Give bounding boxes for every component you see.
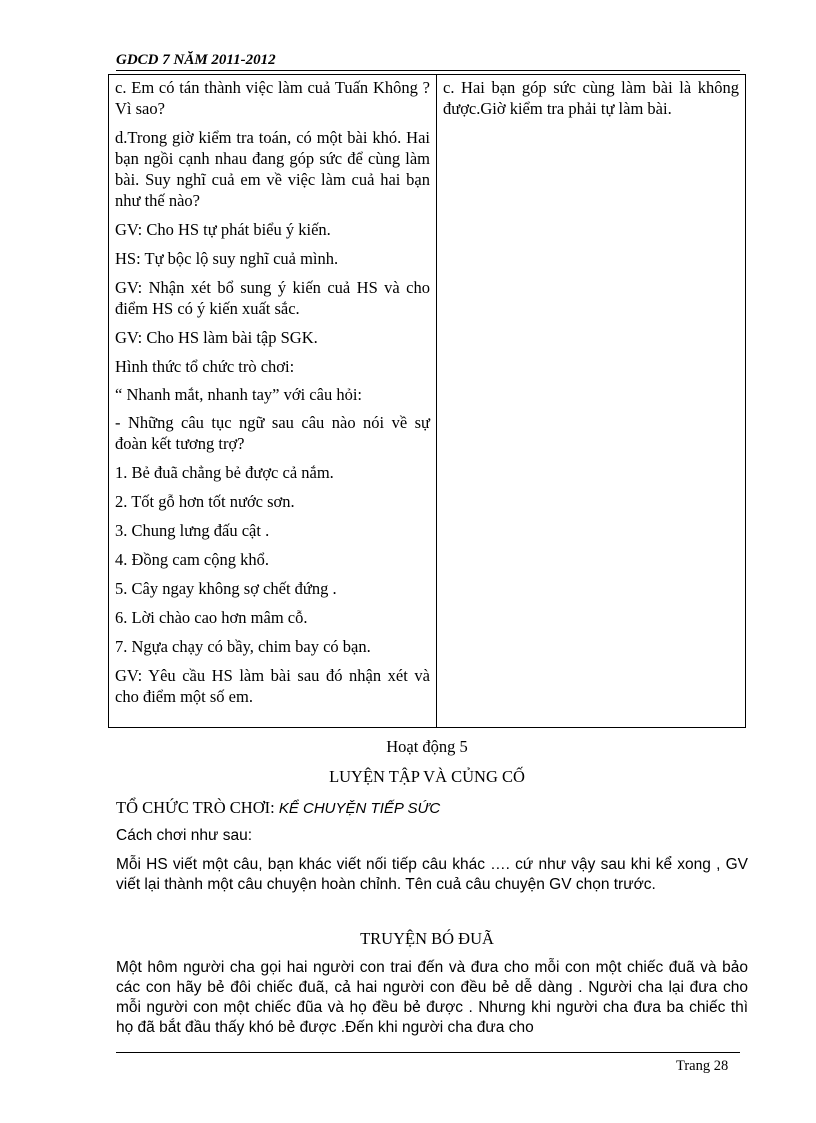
proverb-item: 4. Đồng cam cộng khổ. (115, 550, 269, 569)
activity-title: Hoạt động 5 (386, 737, 468, 756)
proverb-item: 2. Tốt gỗ hơn tốt nước sơn. (115, 492, 295, 511)
how-to-play-label: Cách chơi như sau: (116, 827, 252, 844)
lesson-table (108, 74, 746, 728)
question-d: d.Trong giờ kiểm tra toán, có một bài khó. Hai bạn ngồi cạnh nhau đang góp sức để cùng làm bài. Suy nghĩ cuả em về việc làm cuả hai bạn như thế nào? (115, 128, 430, 210)
game-heading (116, 797, 748, 819)
footer-rule (116, 1052, 672, 1053)
question-c: c. Em có tán thành việc làm cuả Tuấn Không ? Vì sao? (115, 78, 430, 118)
footer-rule-page (672, 1052, 740, 1053)
teacher-note: GV: Nhận xét bổ sung ý kiến cuả HS và cho điểm HS có ý kiến xuất sắc. (115, 278, 430, 318)
proverb-item: 5. Cây ngay không sợ chết đứng . (115, 579, 337, 598)
student-note: HS: Tự bộc lộ suy nghĩ cuả mình. (115, 249, 339, 268)
activity-column (109, 75, 437, 728)
answer-c: c. Hai bạn góp sức cùng làm bài là không được.Giờ kiểm tra phải tự làm bài. (443, 78, 739, 118)
game-prefix: TỔ CHỨC TRÒ CHƠI: (116, 798, 279, 817)
proverb-item: 6. Lời chào cao hơn mâm cỗ. (115, 608, 308, 627)
teacher-note: GV: Cho HS làm bài tập SGK. (115, 328, 318, 347)
activity-subtitle: LUYỆN TẬP VÀ CỦNG CỐ (329, 767, 525, 786)
document-header: GDCD 7 NĂM 2011-2012 (116, 52, 276, 68)
game-title: KỂ CHUYỆN TIẾP SỨC (278, 800, 441, 817)
header-rule (116, 70, 740, 71)
story-title: TRUYỆN BÓ ĐUÃ (360, 929, 494, 948)
how-to-play-text: Mỗi HS viết một câu, bạn khác viết nối tiếp câu khác …. cứ như vậy sau khi kể xong , GV viết lại thành một câu chuyện hoàn chỉnh. Tên cuả câu chuyện GV chọn trước. (116, 856, 748, 893)
story-text: Một hôm người cha gọi hai người con trai đến và đưa cho mỗi con một chiếc đuã và bảo các con hãy bẻ đôi chiếc đuã, cả hai người con đều bẻ dễ dàng . Người cha lại đưa cho mỗi người con một chiếc đũa và họ đều bẻ được . Nhưng khi người cha đưa ba chiếc thì họ đã bắt đầu thấy khó bẻ được .Đến khi người cha đưa cho (116, 959, 748, 1036)
proverb-question: - Những câu tục ngữ sau câu nào nói về sự đoàn kết tương trợ? (115, 413, 430, 453)
teacher-note: GV: Yêu cầu HS làm bài sau đó nhận xét và cho điểm một số em. (115, 666, 430, 706)
teacher-note: GV: Cho HS tự phát biểu ý kiến. (115, 220, 331, 239)
answer-column (437, 75, 746, 728)
page-number: Trang 28 (676, 1058, 729, 1074)
proverb-item: 3. Chung lưng đấu cật . (115, 521, 270, 540)
game-name: “ Nhanh mắt, nhanh tay” với câu hỏi: (115, 385, 362, 404)
game-form: Hình thức tổ chức trò chơi: (115, 357, 295, 376)
proverb-item: 7. Ngựa chạy có bầy, chim bay có bạn. (115, 637, 371, 656)
proverb-item: 1. Bẻ đuã chẳng bẻ được cả nắm. (115, 463, 334, 482)
